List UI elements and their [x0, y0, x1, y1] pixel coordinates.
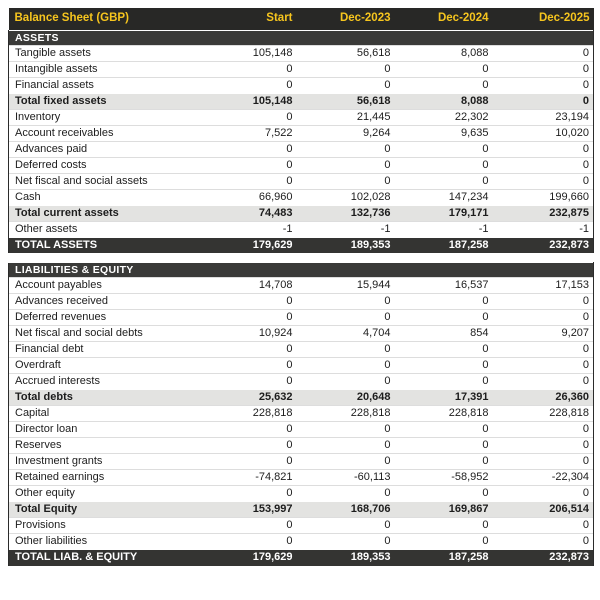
cell-value: 0 [300, 141, 398, 157]
table-row [9, 77, 594, 93]
cell-value: 0 [398, 518, 496, 534]
row-label: Accrued interests [9, 374, 202, 390]
cell-value: 4,704 [300, 326, 398, 342]
row-label: Financial assets [9, 77, 202, 93]
cell-value: 0 [300, 173, 398, 189]
cell-value: 0 [398, 157, 496, 173]
cell-value: 0 [202, 109, 300, 125]
cell-value: 16,537 [398, 278, 496, 294]
row-label: TOTAL ASSETS [9, 237, 202, 253]
cell-value: 0 [300, 294, 398, 310]
cell-value: 0 [300, 374, 398, 390]
row-label: Provisions [9, 518, 202, 534]
cell-value: 228,818 [300, 406, 398, 422]
cell-value: 0 [496, 358, 594, 374]
cell-value: 0 [300, 438, 398, 454]
cell-value: 0 [202, 486, 300, 502]
cell-value: 0 [496, 61, 594, 77]
grand-total-row [9, 237, 594, 253]
table-row [9, 358, 594, 374]
cell-value: 74,483 [202, 205, 300, 221]
cell-value: 0 [300, 61, 398, 77]
cell-value: 25,632 [202, 390, 300, 406]
header-row [9, 8, 594, 30]
report-title: Balance Sheet (GBP) [9, 8, 202, 30]
cell-value: 228,818 [398, 406, 496, 422]
cell-value: 0 [398, 374, 496, 390]
row-label: Cash [9, 189, 202, 205]
row-label: Other assets [9, 221, 202, 237]
column-header-dec-2024: Dec-2024 [398, 8, 496, 30]
cell-value: 0 [202, 438, 300, 454]
cell-value: 0 [300, 310, 398, 326]
row-label: Investment grants [9, 454, 202, 470]
row-label: Total fixed assets [9, 93, 202, 109]
cell-value: 17,391 [398, 390, 496, 406]
subtotal-row [9, 390, 594, 406]
row-label: Account payables [9, 278, 202, 294]
row-label: Capital [9, 406, 202, 422]
table-row [9, 486, 594, 502]
table-row [9, 294, 594, 310]
row-label: Financial debt [9, 342, 202, 358]
subtotal-row [9, 205, 594, 221]
column-header-start: Start [202, 8, 300, 30]
row-label: Retained earnings [9, 470, 202, 486]
cell-value: 228,818 [202, 406, 300, 422]
liabilities-table-body [9, 263, 594, 566]
table-row [9, 45, 594, 61]
cell-value: 23,194 [496, 109, 594, 125]
assets-table-body [9, 30, 594, 253]
cell-value: 0 [202, 534, 300, 550]
cell-value: 0 [300, 358, 398, 374]
table-row [9, 278, 594, 294]
table-row [9, 61, 594, 77]
cell-value: 168,706 [300, 502, 398, 518]
cell-value: 0 [398, 310, 496, 326]
cell-value: 0 [398, 422, 496, 438]
cell-value: 0 [496, 438, 594, 454]
table-row [9, 518, 594, 534]
cell-value: 153,997 [202, 502, 300, 518]
row-label: Other equity [9, 486, 202, 502]
cell-value: 0 [398, 534, 496, 550]
table-row [9, 342, 594, 358]
row-label: Director loan [9, 422, 202, 438]
cell-value: 0 [496, 141, 594, 157]
cell-value: 0 [496, 486, 594, 502]
cell-value: 0 [496, 157, 594, 173]
row-label: Deferred revenues [9, 310, 202, 326]
cell-value: 179,629 [202, 550, 300, 566]
row-label: Overdraft [9, 358, 202, 374]
cell-value: 0 [496, 45, 594, 61]
liabilities-section-table [8, 262, 594, 566]
cell-value: 0 [398, 342, 496, 358]
table-row [9, 454, 594, 470]
cell-value: 0 [202, 358, 300, 374]
cell-value: 102,028 [300, 189, 398, 205]
row-label: Net fiscal and social assets [9, 173, 202, 189]
cell-value: 0 [202, 141, 300, 157]
cell-value: 10,924 [202, 326, 300, 342]
cell-value: 17,153 [496, 278, 594, 294]
cell-value: 105,148 [202, 93, 300, 109]
cell-value: 0 [202, 61, 300, 77]
cell-value: 0 [496, 454, 594, 470]
cell-value: 9,264 [300, 125, 398, 141]
cell-value: 0 [300, 486, 398, 502]
cell-value: 147,234 [398, 189, 496, 205]
subtotal-row [9, 502, 594, 518]
table-row [9, 470, 594, 486]
cell-value: 0 [300, 157, 398, 173]
cell-value: 26,360 [496, 390, 594, 406]
cell-value: 10,020 [496, 125, 594, 141]
cell-value: -1 [202, 221, 300, 237]
cell-value: 0 [398, 294, 496, 310]
cell-value: 132,736 [300, 205, 398, 221]
cell-value: 0 [202, 518, 300, 534]
cell-value: 0 [202, 77, 300, 93]
cell-value: 206,514 [496, 502, 594, 518]
row-label: Total current assets [9, 205, 202, 221]
cell-value: -1 [300, 221, 398, 237]
cell-value: -1 [398, 221, 496, 237]
cell-value: 0 [300, 342, 398, 358]
cell-value: 9,635 [398, 125, 496, 141]
cell-value: 0 [496, 173, 594, 189]
column-header-dec-2023: Dec-2023 [300, 8, 398, 30]
cell-value: 0 [496, 518, 594, 534]
cell-value: -74,821 [202, 470, 300, 486]
section-title: LIABILITIES & EQUITY [9, 263, 594, 278]
cell-value: 0 [496, 534, 594, 550]
cell-value: 0 [496, 310, 594, 326]
cell-value: 0 [202, 310, 300, 326]
cell-value: 22,302 [398, 109, 496, 125]
cell-value: -60,113 [300, 470, 398, 486]
row-label: Advances received [9, 294, 202, 310]
section-header-row [9, 30, 594, 45]
cell-value: 105,148 [202, 45, 300, 61]
cell-value: 0 [300, 534, 398, 550]
balance-sheet-report [8, 8, 593, 566]
cell-value: 854 [398, 326, 496, 342]
cell-value: 7,522 [202, 125, 300, 141]
cell-value: 199,660 [496, 189, 594, 205]
cell-value: -22,304 [496, 470, 594, 486]
cell-value: 0 [300, 77, 398, 93]
cell-value: 0 [398, 77, 496, 93]
section-gap [8, 253, 593, 262]
row-label: Advances paid [9, 141, 202, 157]
cell-value: 0 [398, 173, 496, 189]
table-row [9, 310, 594, 326]
cell-value: -1 [496, 221, 594, 237]
cell-value: 14,708 [202, 278, 300, 294]
cell-value: 0 [202, 454, 300, 470]
cell-value: 15,944 [300, 278, 398, 294]
cell-value: 8,088 [398, 93, 496, 109]
cell-value: 0 [496, 374, 594, 390]
cell-value: 189,353 [300, 550, 398, 566]
cell-value: 169,867 [398, 502, 496, 518]
table-row [9, 189, 594, 205]
cell-value: 56,618 [300, 93, 398, 109]
cell-value: 179,171 [398, 205, 496, 221]
cell-value: 0 [496, 77, 594, 93]
cell-value: 0 [300, 422, 398, 438]
cell-value: 0 [398, 454, 496, 470]
section-header-row [9, 263, 594, 278]
cell-value: 0 [300, 454, 398, 470]
cell-value: 0 [398, 358, 496, 374]
table-row [9, 221, 594, 237]
row-label: Deferred costs [9, 157, 202, 173]
cell-value: 0 [202, 173, 300, 189]
row-label: Reserves [9, 438, 202, 454]
cell-value: 9,207 [496, 326, 594, 342]
table-row [9, 326, 594, 342]
row-label: Inventory [9, 109, 202, 125]
cell-value: 0 [398, 438, 496, 454]
cell-value: 0 [202, 422, 300, 438]
row-label: Net fiscal and social debts [9, 326, 202, 342]
cell-value: 187,258 [398, 550, 496, 566]
cell-value: 232,875 [496, 205, 594, 221]
assets-section-table [8, 8, 594, 253]
grand-total-row [9, 550, 594, 566]
cell-value: 0 [398, 141, 496, 157]
cell-value: 0 [496, 294, 594, 310]
table-row [9, 438, 594, 454]
table-row [9, 125, 594, 141]
cell-value: 66,960 [202, 189, 300, 205]
table-row [9, 157, 594, 173]
row-label: TOTAL LIAB. & EQUITY [9, 550, 202, 566]
column-header-dec-2025: Dec-2025 [496, 8, 594, 30]
row-label: Total debts [9, 390, 202, 406]
table-row [9, 374, 594, 390]
row-label: Total Equity [9, 502, 202, 518]
table-row [9, 534, 594, 550]
cell-value: 232,873 [496, 237, 594, 253]
table-row [9, 109, 594, 125]
cell-value: 0 [398, 61, 496, 77]
cell-value: 56,618 [300, 45, 398, 61]
cell-value: 0 [202, 294, 300, 310]
cell-value: 0 [202, 342, 300, 358]
subtotal-row [9, 93, 594, 109]
cell-value: 0 [496, 342, 594, 358]
cell-value: 187,258 [398, 237, 496, 253]
cell-value: -58,952 [398, 470, 496, 486]
table-row [9, 173, 594, 189]
cell-value: 0 [496, 422, 594, 438]
row-label: Other liabilities [9, 534, 202, 550]
row-label: Account receivables [9, 125, 202, 141]
cell-value: 228,818 [496, 406, 594, 422]
cell-value: 0 [496, 93, 594, 109]
row-label: Tangible assets [9, 45, 202, 61]
cell-value: 0 [202, 157, 300, 173]
table-row [9, 141, 594, 157]
cell-value: 0 [202, 374, 300, 390]
table-row [9, 422, 594, 438]
cell-value: 20,648 [300, 390, 398, 406]
cell-value: 8,088 [398, 45, 496, 61]
cell-value: 179,629 [202, 237, 300, 253]
cell-value: 0 [300, 518, 398, 534]
cell-value: 232,873 [496, 550, 594, 566]
cell-value: 0 [398, 486, 496, 502]
row-label: Intangible assets [9, 61, 202, 77]
section-title: ASSETS [9, 30, 594, 45]
table-row [9, 406, 594, 422]
cell-value: 21,445 [300, 109, 398, 125]
cell-value: 189,353 [300, 237, 398, 253]
